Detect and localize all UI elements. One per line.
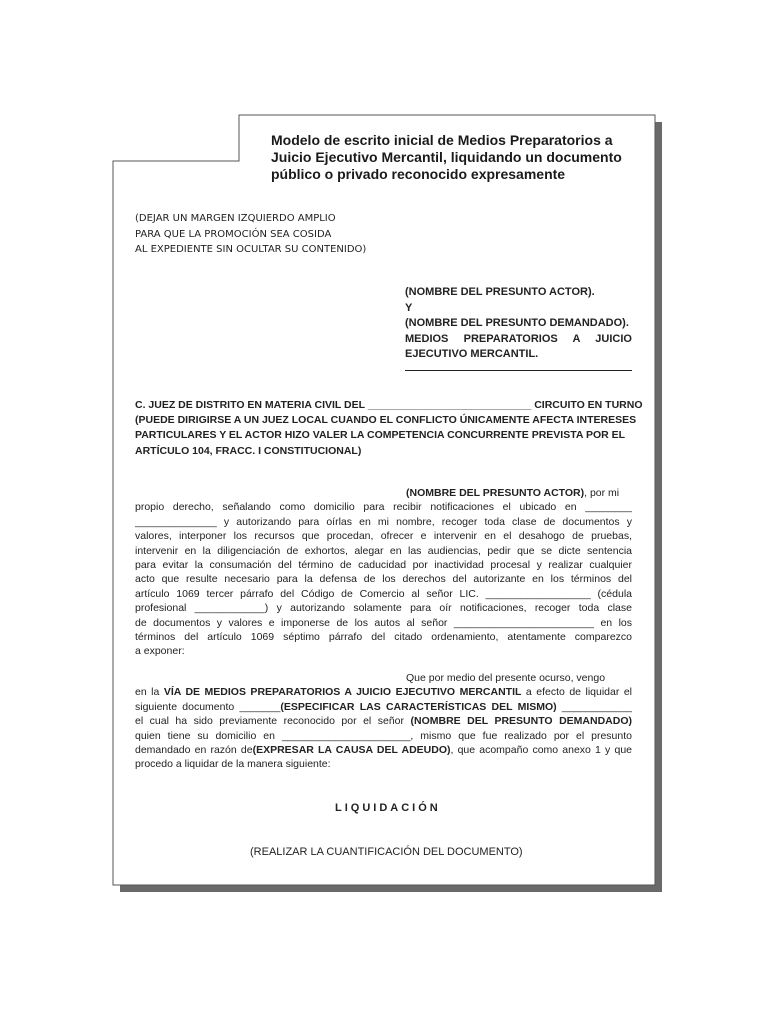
defendant-name: (NOMBRE DEL PRESUNTO DEMANDADO) xyxy=(410,715,632,728)
paragraph-line xyxy=(135,685,632,699)
paragraph-line: acto que resulte necesario para la defensa de los derechos del autorizante en los términos del xyxy=(135,573,632,586)
actor-name: (NOMBRE DEL PRESUNTO ACTOR) xyxy=(406,487,585,499)
addressee-line: PARTICULARES Y EL ACTOR HIZO VALER LA COMPETENCIA CONCURRENTE PREVISTA POR EL xyxy=(135,429,626,442)
text-span: en la xyxy=(135,686,164,699)
title-line: público o privado reconocido expresamente xyxy=(271,166,566,182)
conjunction: Y xyxy=(405,301,413,314)
procedure-type: EJECUTIVO MERCANTIL. xyxy=(405,348,539,360)
placeholder-instruction: (EXPRESAR LA CAUSA DEL ADEUDO) xyxy=(252,744,451,757)
addressee-line: C. JUEZ DE DISTRITO EN MATERIA CIVIL DEL ____________________________ CIRCUITO EN TURNO xyxy=(135,399,643,411)
addressee-line: ARTÍCULO 104, FRACC. I CONSTITUCIONAL) xyxy=(135,444,362,457)
title-line: Juicio Ejecutivo Mercantil, liquidando un documento xyxy=(271,149,622,165)
paragraph-line: términos del artículo 1069 séptimo párrafo del citado ordenamiento, atentamente comparezco xyxy=(135,631,632,644)
parties-block xyxy=(405,285,632,363)
text-span: siguiente documento _______ xyxy=(135,700,281,713)
text-span: el cual ha sido previamente reconocido por el señor xyxy=(135,715,411,728)
paragraph-line: ______________ y autorizando para oírlas en mi nombre, recoger toda clase de documentos y xyxy=(135,515,632,528)
paragraph-line xyxy=(135,714,632,728)
paragraph-line: a exponer: xyxy=(135,645,185,658)
paragraph-line: intervenir en la diligenciación de exhortos, alegar en las audiencias, pedir que se dicte sentencia xyxy=(135,544,632,557)
procedure-type: MEDIOS PREPARATORIOS A JUICIO xyxy=(405,332,632,345)
document-title xyxy=(271,132,631,183)
section-heading: LIQUIDACIÓN xyxy=(335,802,441,814)
paragraph-2 xyxy=(135,671,632,772)
paragraph-line: procedo a liquidar de la manera siguiente: xyxy=(135,758,331,771)
text-span: ____________ xyxy=(556,700,632,713)
addressee-line: (PUEDE DIRIGIRSE A UN JUEZ LOCAL CUANDO EL CONFLICTO ÚNICAMENTE AFECTA INTERESES xyxy=(135,414,637,427)
paragraph-1 xyxy=(135,486,632,659)
actor-name: (NOMBRE DEL PRESUNTO ACTOR). xyxy=(405,286,595,298)
addressee-block xyxy=(135,398,643,459)
text-span: demandado en razón de xyxy=(135,744,253,757)
paragraph-line xyxy=(135,700,632,714)
text-span: , por mi xyxy=(584,487,620,499)
text-span: a efecto de liquidar el xyxy=(521,686,633,699)
procedure-type: VÍA DE MEDIOS PREPARATORIOS A JUICIO EJECUTIVO MERCANTIL xyxy=(163,686,522,699)
title-line: Modelo de escrito inicial de Medios Preparatorios a xyxy=(271,132,613,148)
text-span: , que acompaño como anexo 1 y que xyxy=(450,744,632,757)
paragraph-line: propio derecho, señalando como domicilio para recibir notificaciones el ubicado en ________ xyxy=(135,501,632,514)
paragraph-line: quien tiene su domicilio en ______________________, mismo que fue realizado por el presunto xyxy=(135,729,632,742)
placeholder-instruction: (ESPECIFICAR LAS CARACTERÍSTICAS DEL MISMO) xyxy=(280,700,557,713)
paragraph-line: para evitar la consumación del término de caducidad por inactividad procesal y realizar cualquier xyxy=(135,559,632,572)
margin-note-line: AL EXPEDIENTE SIN OCULTAR SU CONTENIDO) xyxy=(135,244,367,255)
margin-note-line: (DEJAR UN MARGEN IZQUIERDO AMPLIO xyxy=(135,213,336,224)
defendant-name: (NOMBRE DEL PRESUNTO DEMANDADO). xyxy=(405,317,629,329)
margin-note xyxy=(135,211,395,258)
margin-note-line: PARA QUE LA PROMOCIÓN SEA COSIDA xyxy=(135,228,332,240)
paragraph-line: artículo 1069 tercer párrafo del Código de Comercio al señor LIC. __________________ (cédula xyxy=(135,587,632,600)
paragraph-line: profesional ____________) y autorizando solamente para oír notificaciones, recoger toda clase xyxy=(135,602,632,615)
paragraph-line: de documentos y valores e imponerse de los autos al señor ________________________ en los xyxy=(135,616,632,629)
paragraph-line: valores, interponer los recursos que procedan, ofrecer e intervenir en el desahogo de pruebas, xyxy=(135,530,632,543)
paragraph-line xyxy=(135,743,632,757)
paragraph-line xyxy=(135,486,632,500)
signature-rule xyxy=(405,370,632,371)
paragraph-line: Que por medio del presente ocurso, vengo xyxy=(406,672,606,684)
placeholder-instruction: (REALIZAR LA CUANTIFICACIÓN DEL DOCUMENTO) xyxy=(250,846,523,858)
